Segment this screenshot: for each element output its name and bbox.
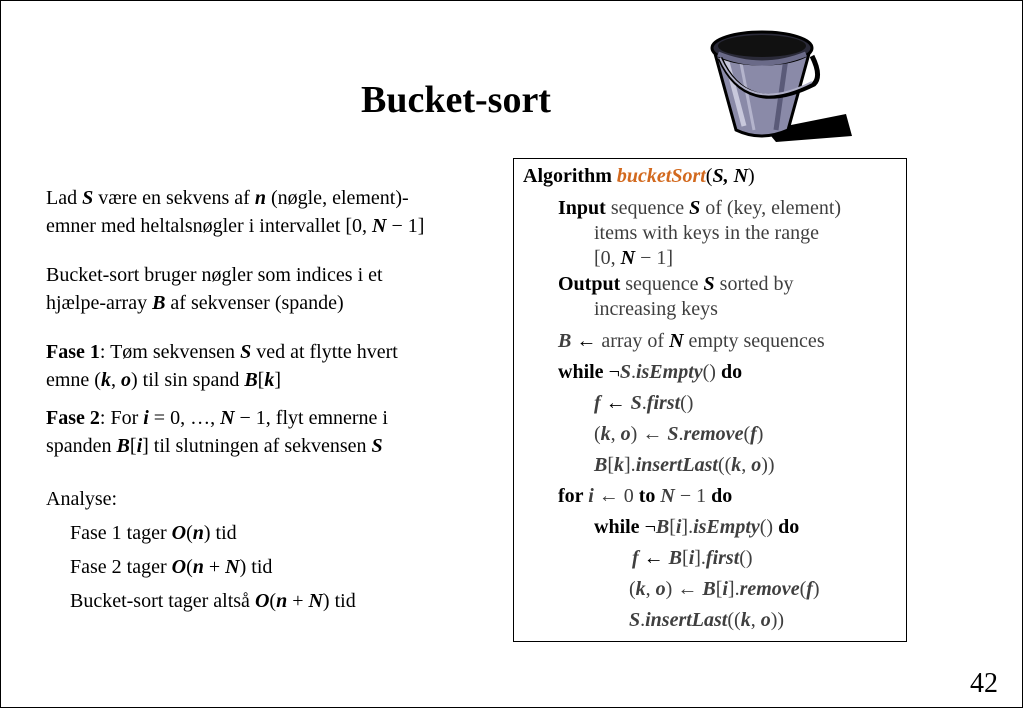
algorithm-line-while-2: while ¬B[i].isEmpty() do (594, 516, 800, 538)
algorithm-line-bucket-first: f ← B[i].first() (632, 547, 753, 569)
slide-title: Bucket-sort (361, 79, 551, 121)
algorithm-output: Output sequence S sorted by (558, 273, 794, 295)
algorithm-line-for: for i ← 0 to N − 1 do (558, 485, 733, 507)
algorithm-line-remove: (k, o) ← S.remove(f) (594, 423, 764, 445)
paragraph-phase-1: Fase 1: Tøm sekvensen S ved at flytte hvert emne (k, o) til sin spand B[k] (46, 341, 398, 391)
algorithm-input-cont: items with keys in the range (594, 222, 819, 244)
algorithm-box (513, 158, 907, 642)
algorithm-line-insert-bucket: B[k].insertLast((k, o)) (594, 454, 775, 476)
paragraph-usage: Bucket-sort bruger nøgler som indices i et hjælpe-array B af sekvenser (spande) (46, 264, 383, 314)
algorithm-line-init: B ← array of N empty sequences (558, 330, 825, 352)
algorithm-input-range: [0, N − 1] (594, 247, 674, 269)
algorithm-line-bucket-remove: (k, o) ← B[i].remove(f) (629, 578, 820, 600)
analysis-total: Bucket-sort tager altså O(n + N) tid (70, 590, 356, 612)
page-number: 42 (970, 668, 998, 699)
algorithm-line-while-1: while ¬S.isEmpty() do (558, 361, 743, 383)
algorithm-header: Algorithm bucketSort(S, N) (523, 165, 755, 187)
paragraph-phase-2: Fase 2: For i = 0, …, N − 1, flyt emnerne i spanden B[i] til slutningen af sekvensen S (46, 407, 388, 457)
analysis-heading: Analyse: (46, 488, 118, 510)
paragraph-definition: Lad S være en sekvens af n (nøgle, element)- emner med heltalsnøgler i intervallet [0, N − 1] (46, 187, 425, 237)
algorithm-input: Input sequence S of (key, element) (558, 197, 842, 219)
algorithm-line-first: f ← S.first() (594, 392, 694, 414)
bucket-icon (706, 18, 854, 142)
algorithm-output-cont: increasing keys (594, 298, 718, 320)
analysis-phase-2: Fase 2 tager O(n + N) tid (70, 556, 273, 578)
algorithm-line-sequence-insert: S.insertLast((k, o)) (629, 609, 785, 631)
analysis-phase-1: Fase 1 tager O(n) tid (70, 522, 237, 544)
